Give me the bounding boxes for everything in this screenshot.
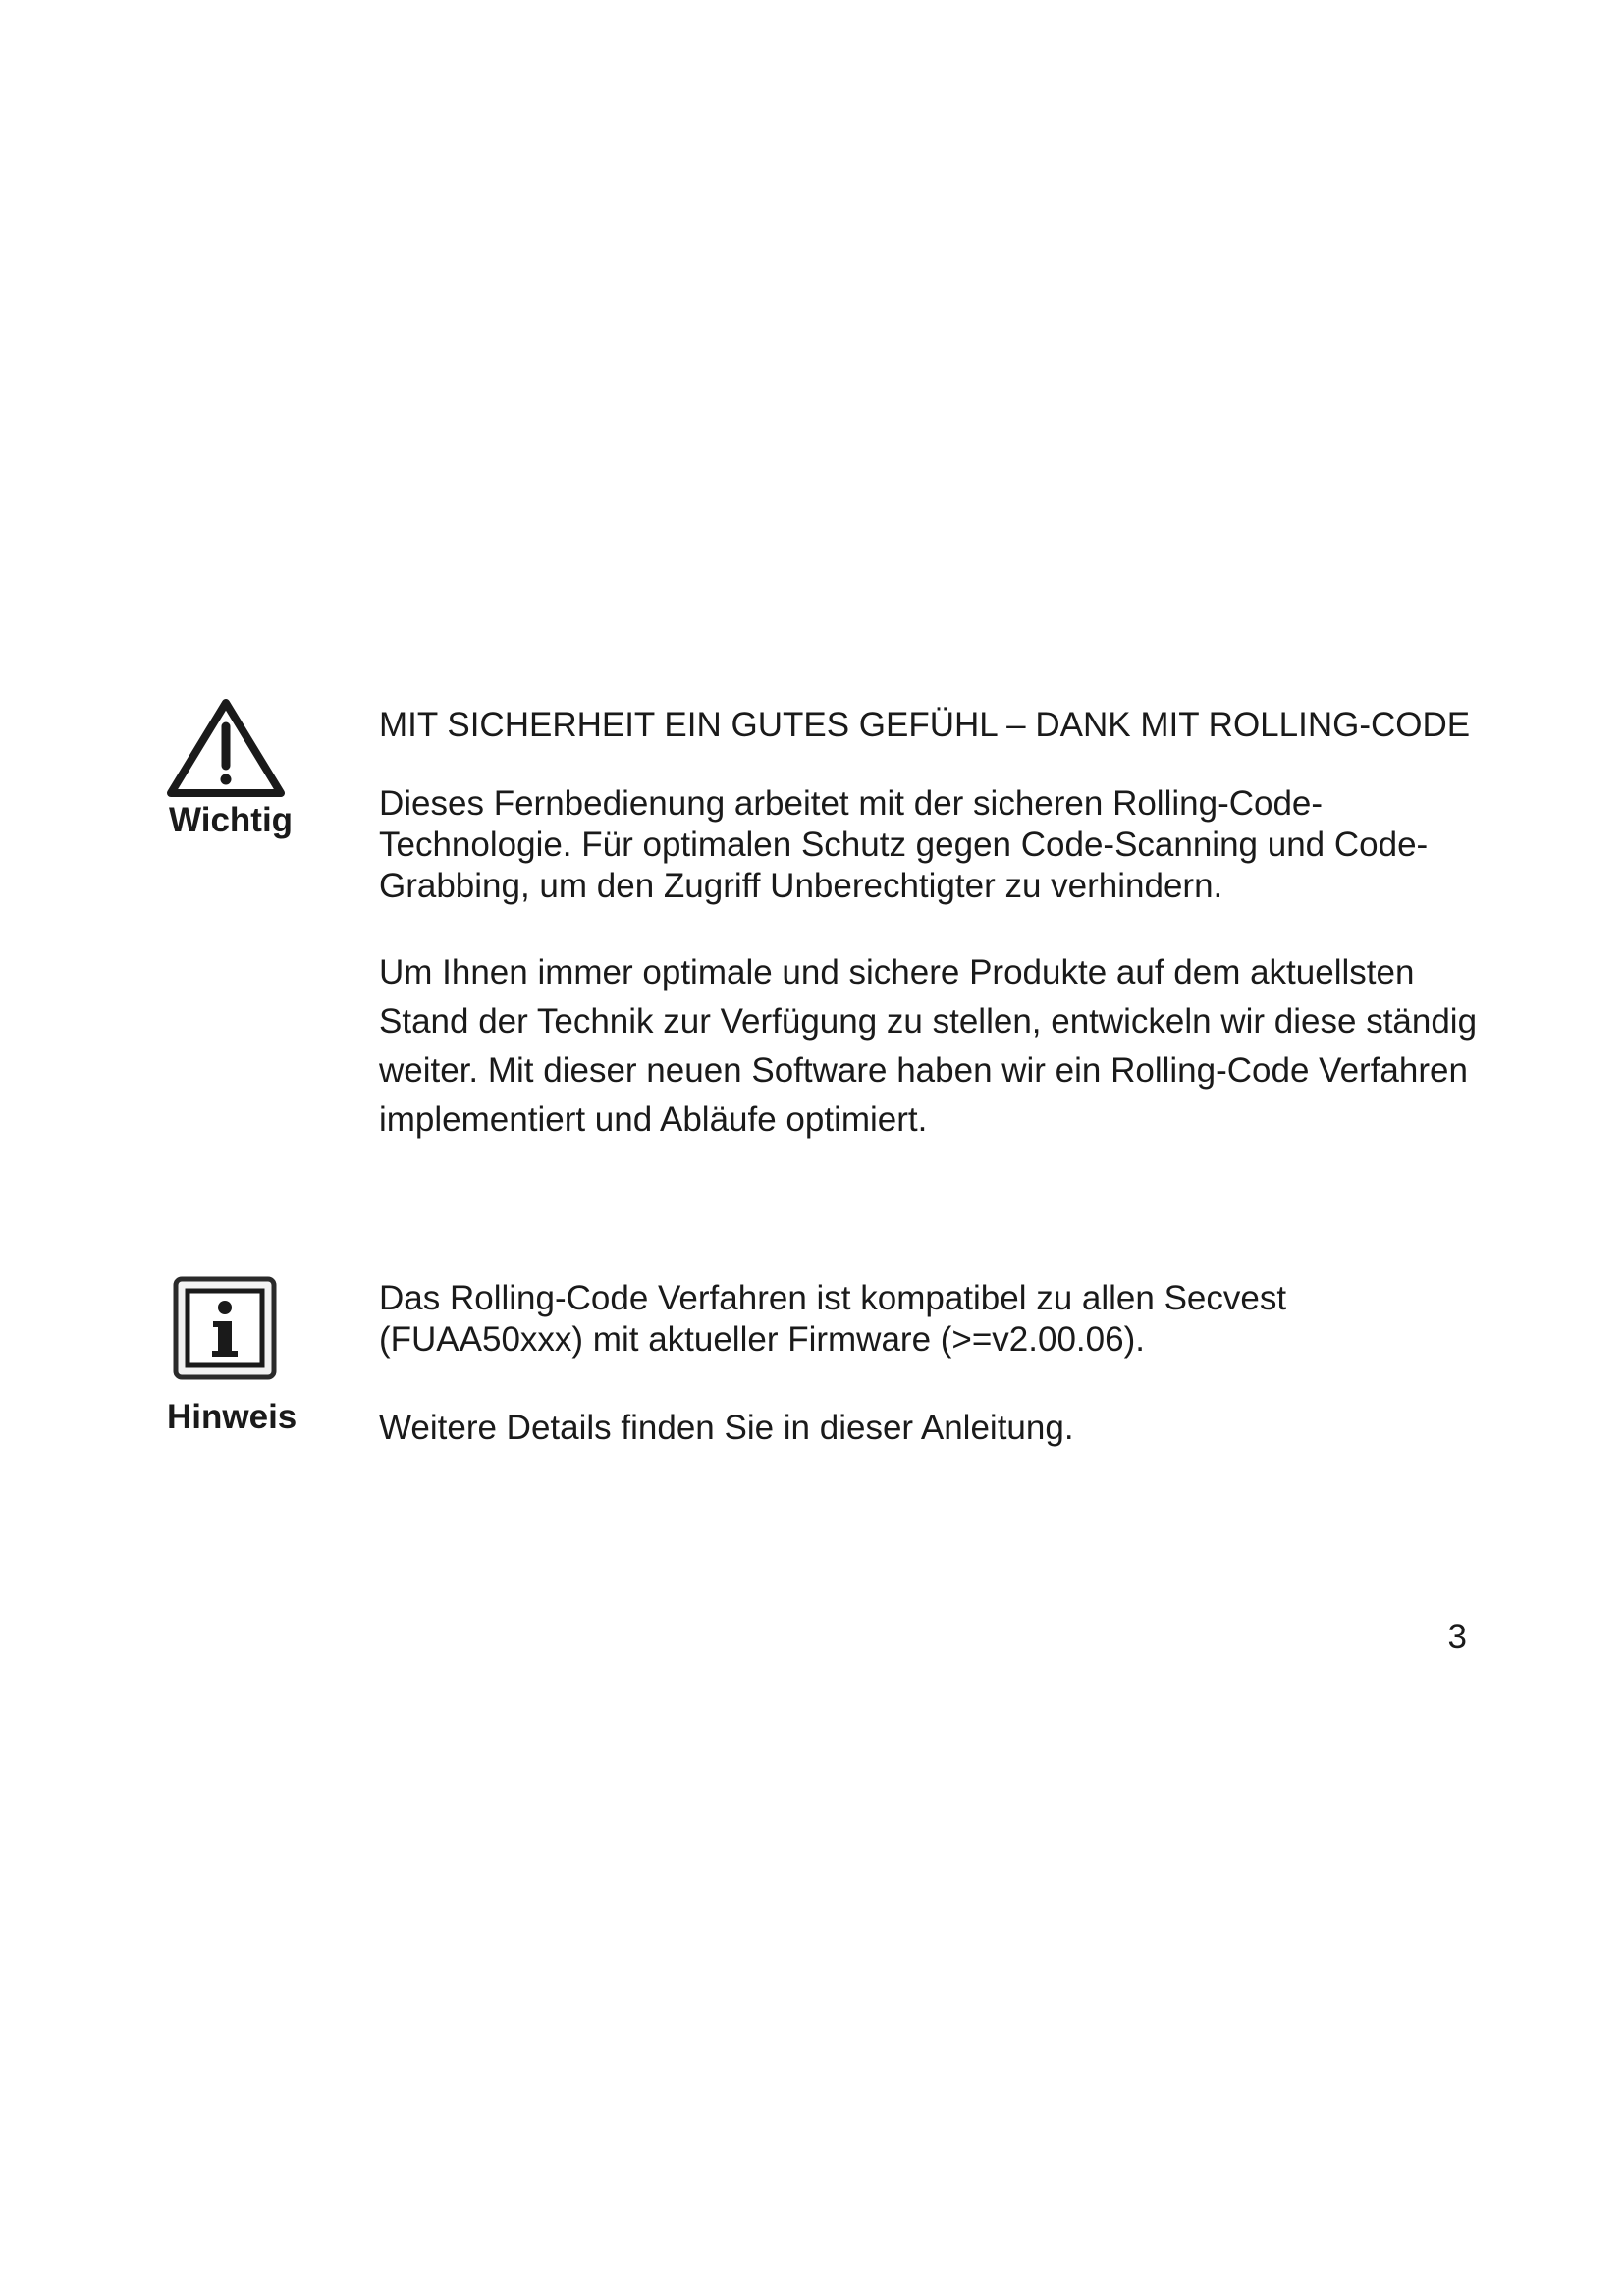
note-label: Hinweis: [167, 1398, 298, 1436]
warning-label: Wichtig: [169, 801, 294, 839]
warning-paragraph-2: Um Ihnen immer optimale und sichere Produkte auf dem aktuellsten Stand der Technik zur Verfügung zu stellen, entwickeln wir diese ständig weiter. Mit dieser neuen Software haben wir ein Rolling-Code Verfahren implementiert und Abläufe optimiert.: [379, 953, 1478, 1139]
warning-heading: MIT SICHERHEIT EIN GUTES GEFÜHL – DANK MIT ROLLING-CODE: [379, 706, 1471, 744]
info-icon: [173, 1276, 277, 1380]
note-paragraph-1: Das Rolling-Code Verfahren ist kompatibel zu allen Secvest (FUAA50xxx) mit aktueller Firmware (>=v2.00.06).: [379, 1279, 1287, 1359]
note-paragraph-2: Weitere Details finden Sie in dieser Anleitung.: [379, 1409, 1074, 1447]
warning-triangle-icon: [165, 697, 287, 799]
warning-text: [379, 705, 1479, 1145]
note-text: [379, 1278, 1479, 1449]
warning-paragraph-1: Dieses Fernbedienung arbeitet mit der sicheren Rolling-Code-Technologie. Für optimalen Schutz gegen Code-Scanning und Code-Grabbing, um den Zugriff Unberechtigter zu verhindern.: [379, 784, 1429, 905]
warning-callout: [147, 697, 334, 840]
note-callout: [147, 1276, 334, 1437]
page-number: 3: [1447, 1618, 1467, 1656]
